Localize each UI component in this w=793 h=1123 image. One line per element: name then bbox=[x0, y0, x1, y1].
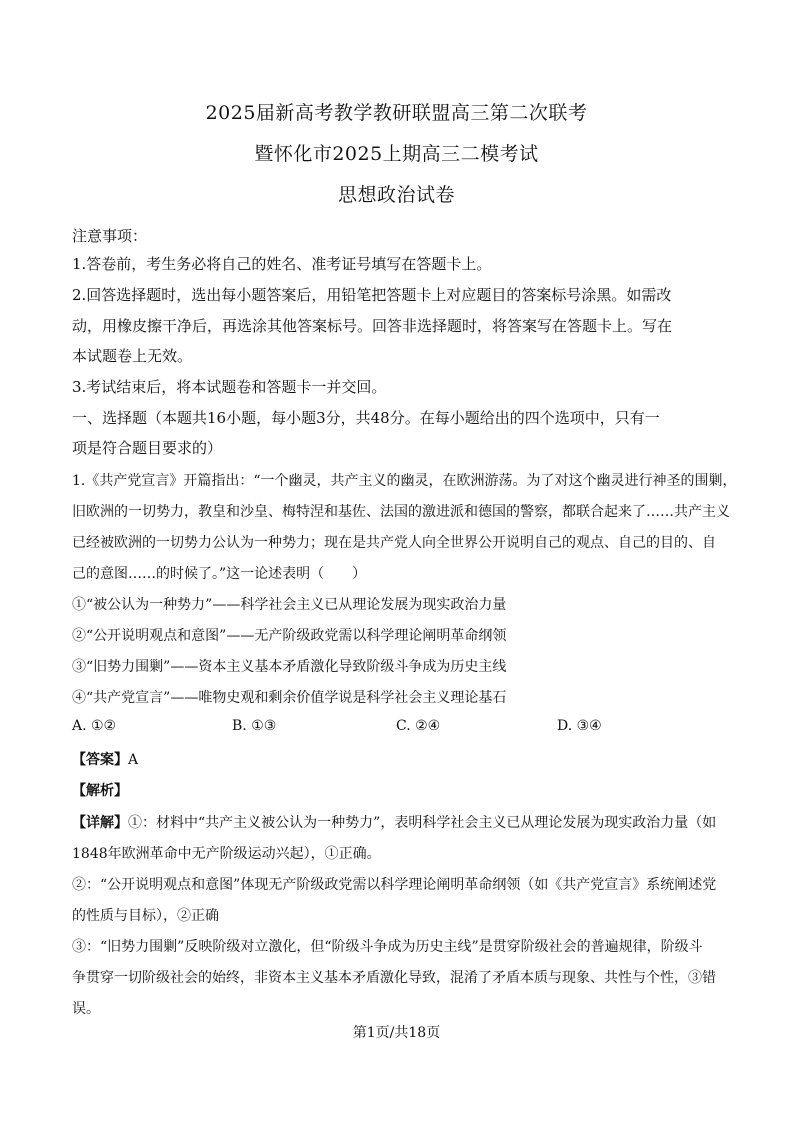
option-c: C. ②④ bbox=[396, 718, 441, 734]
question-stem-line-2: 旧欧洲的一切势力，教皇和沙皇、梅特涅和基佐、法国的激进派和德国的警察，都联合起来了……共产主义 bbox=[72, 504, 730, 520]
detail-line-7: 误。 bbox=[72, 1001, 100, 1017]
exam-title-line-1: 2025届新高考教学教研联盟高三第二次联考 bbox=[205, 102, 588, 124]
statement-3: ③“旧势力围剿”——资本主义基本矛盾激化导致阶级斗争成为历史主线 bbox=[72, 659, 507, 675]
option-a: A. ①② bbox=[72, 718, 117, 734]
section-heading-line-1: 一、选择题（本题共16小题，每小题3分，共48分。在每小题给出的四个选项中，只有一 bbox=[72, 409, 660, 427]
notice-item-2-line-1: 2.回答选择题时，选出每小题答案后，用铅笔把答题卡上对应题目的答案标号涂黑。如需改 bbox=[72, 286, 672, 304]
notice-item-2-line-2: 动，用橡皮擦干净后，再选涂其他答案标号。回答非选择题时，将答案写在答题卡上。写在 bbox=[72, 317, 673, 335]
question-stem-line-4: 己的意图……的时候了。”这一论述表明（ ） bbox=[72, 566, 367, 582]
detail-text-1: ①：材料中“共产主义被公认为一种势力”，表明科学社会主义已从理论发展为现实政治力量（如 bbox=[128, 815, 717, 831]
page-number: 第1页/共18页 bbox=[352, 1025, 441, 1041]
question-stem-line-3: 已经被欧洲的一切势力公认为一种势力；现在是共产党人向全世界公开说明自己的观点、自己的目的、自 bbox=[72, 535, 716, 551]
detail-line-6: 争贯穿一切阶级社会的始终，非资本主义基本矛盾激化导致，混淆了矛盾本质与现象、共性与个性，③错 bbox=[72, 970, 716, 986]
exam-title-line-2: 暨怀化市2025上期高三二模考试 bbox=[254, 143, 539, 165]
statement-1: ①“被公认为一种势力”——科学社会主义已从理论发展为现实政治力量 bbox=[72, 597, 507, 613]
notice-item-2-line-3: 本试题卷上无效。 bbox=[72, 347, 193, 365]
notice-item-3: 3.考试结束后，将本试题卷和答题卡一并交回。 bbox=[72, 378, 387, 396]
detail-tag: 【详解】 bbox=[72, 815, 128, 831]
detail-line-1 bbox=[72, 812, 732, 832]
detail-line-2: 1848年欧洲革命中无产阶级运动兴起），①正确。 bbox=[72, 846, 381, 862]
exam-subject-title: 思想政治试卷 bbox=[337, 184, 455, 206]
answer-value: A bbox=[128, 752, 139, 768]
option-b: B. ①③ bbox=[232, 718, 277, 734]
notice-item-1: 1.答卷前，考生务必将自己的姓名、准考证号填写在答题卡上。 bbox=[72, 255, 492, 273]
statement-4: ④“共产党宣言”——唯物史观和剩余价值学说是科学社会主义理论基石 bbox=[72, 690, 507, 706]
option-d: D. ③④ bbox=[557, 718, 602, 734]
notice-heading: 注意事项： bbox=[72, 227, 148, 245]
answer-tag: 【答案】 bbox=[72, 752, 128, 768]
detail-line-5: ③：“旧势力围剿”反映阶级对立激化，但“阶级斗争成为历史主线”是贯穿阶级社会的普遍规律，阶级斗 bbox=[72, 939, 703, 955]
question-stem-line-1: 1.《共产党宣言》开篇指出：“一个幽灵，共产主义的幽灵，在欧洲游荡。为了对这个幽灵进行神圣的围剿， bbox=[72, 473, 737, 489]
section-heading-line-2: 项是符合题目要求的） bbox=[72, 439, 223, 457]
answer-line bbox=[72, 749, 732, 769]
analysis-tag: 【解析】 bbox=[72, 783, 128, 799]
detail-line-3: ②：“公开说明观点和意图”体现无产阶级政党需以科学理论阐明革命纲领（如《共产党宣言》系统阐述党 bbox=[72, 877, 717, 893]
statement-2: ②“公开说明观点和意图”——无产阶级政党需以科学理论阐明革命纲领 bbox=[72, 628, 507, 644]
detail-line-4: 的性质与目标），②正确 bbox=[72, 908, 219, 924]
